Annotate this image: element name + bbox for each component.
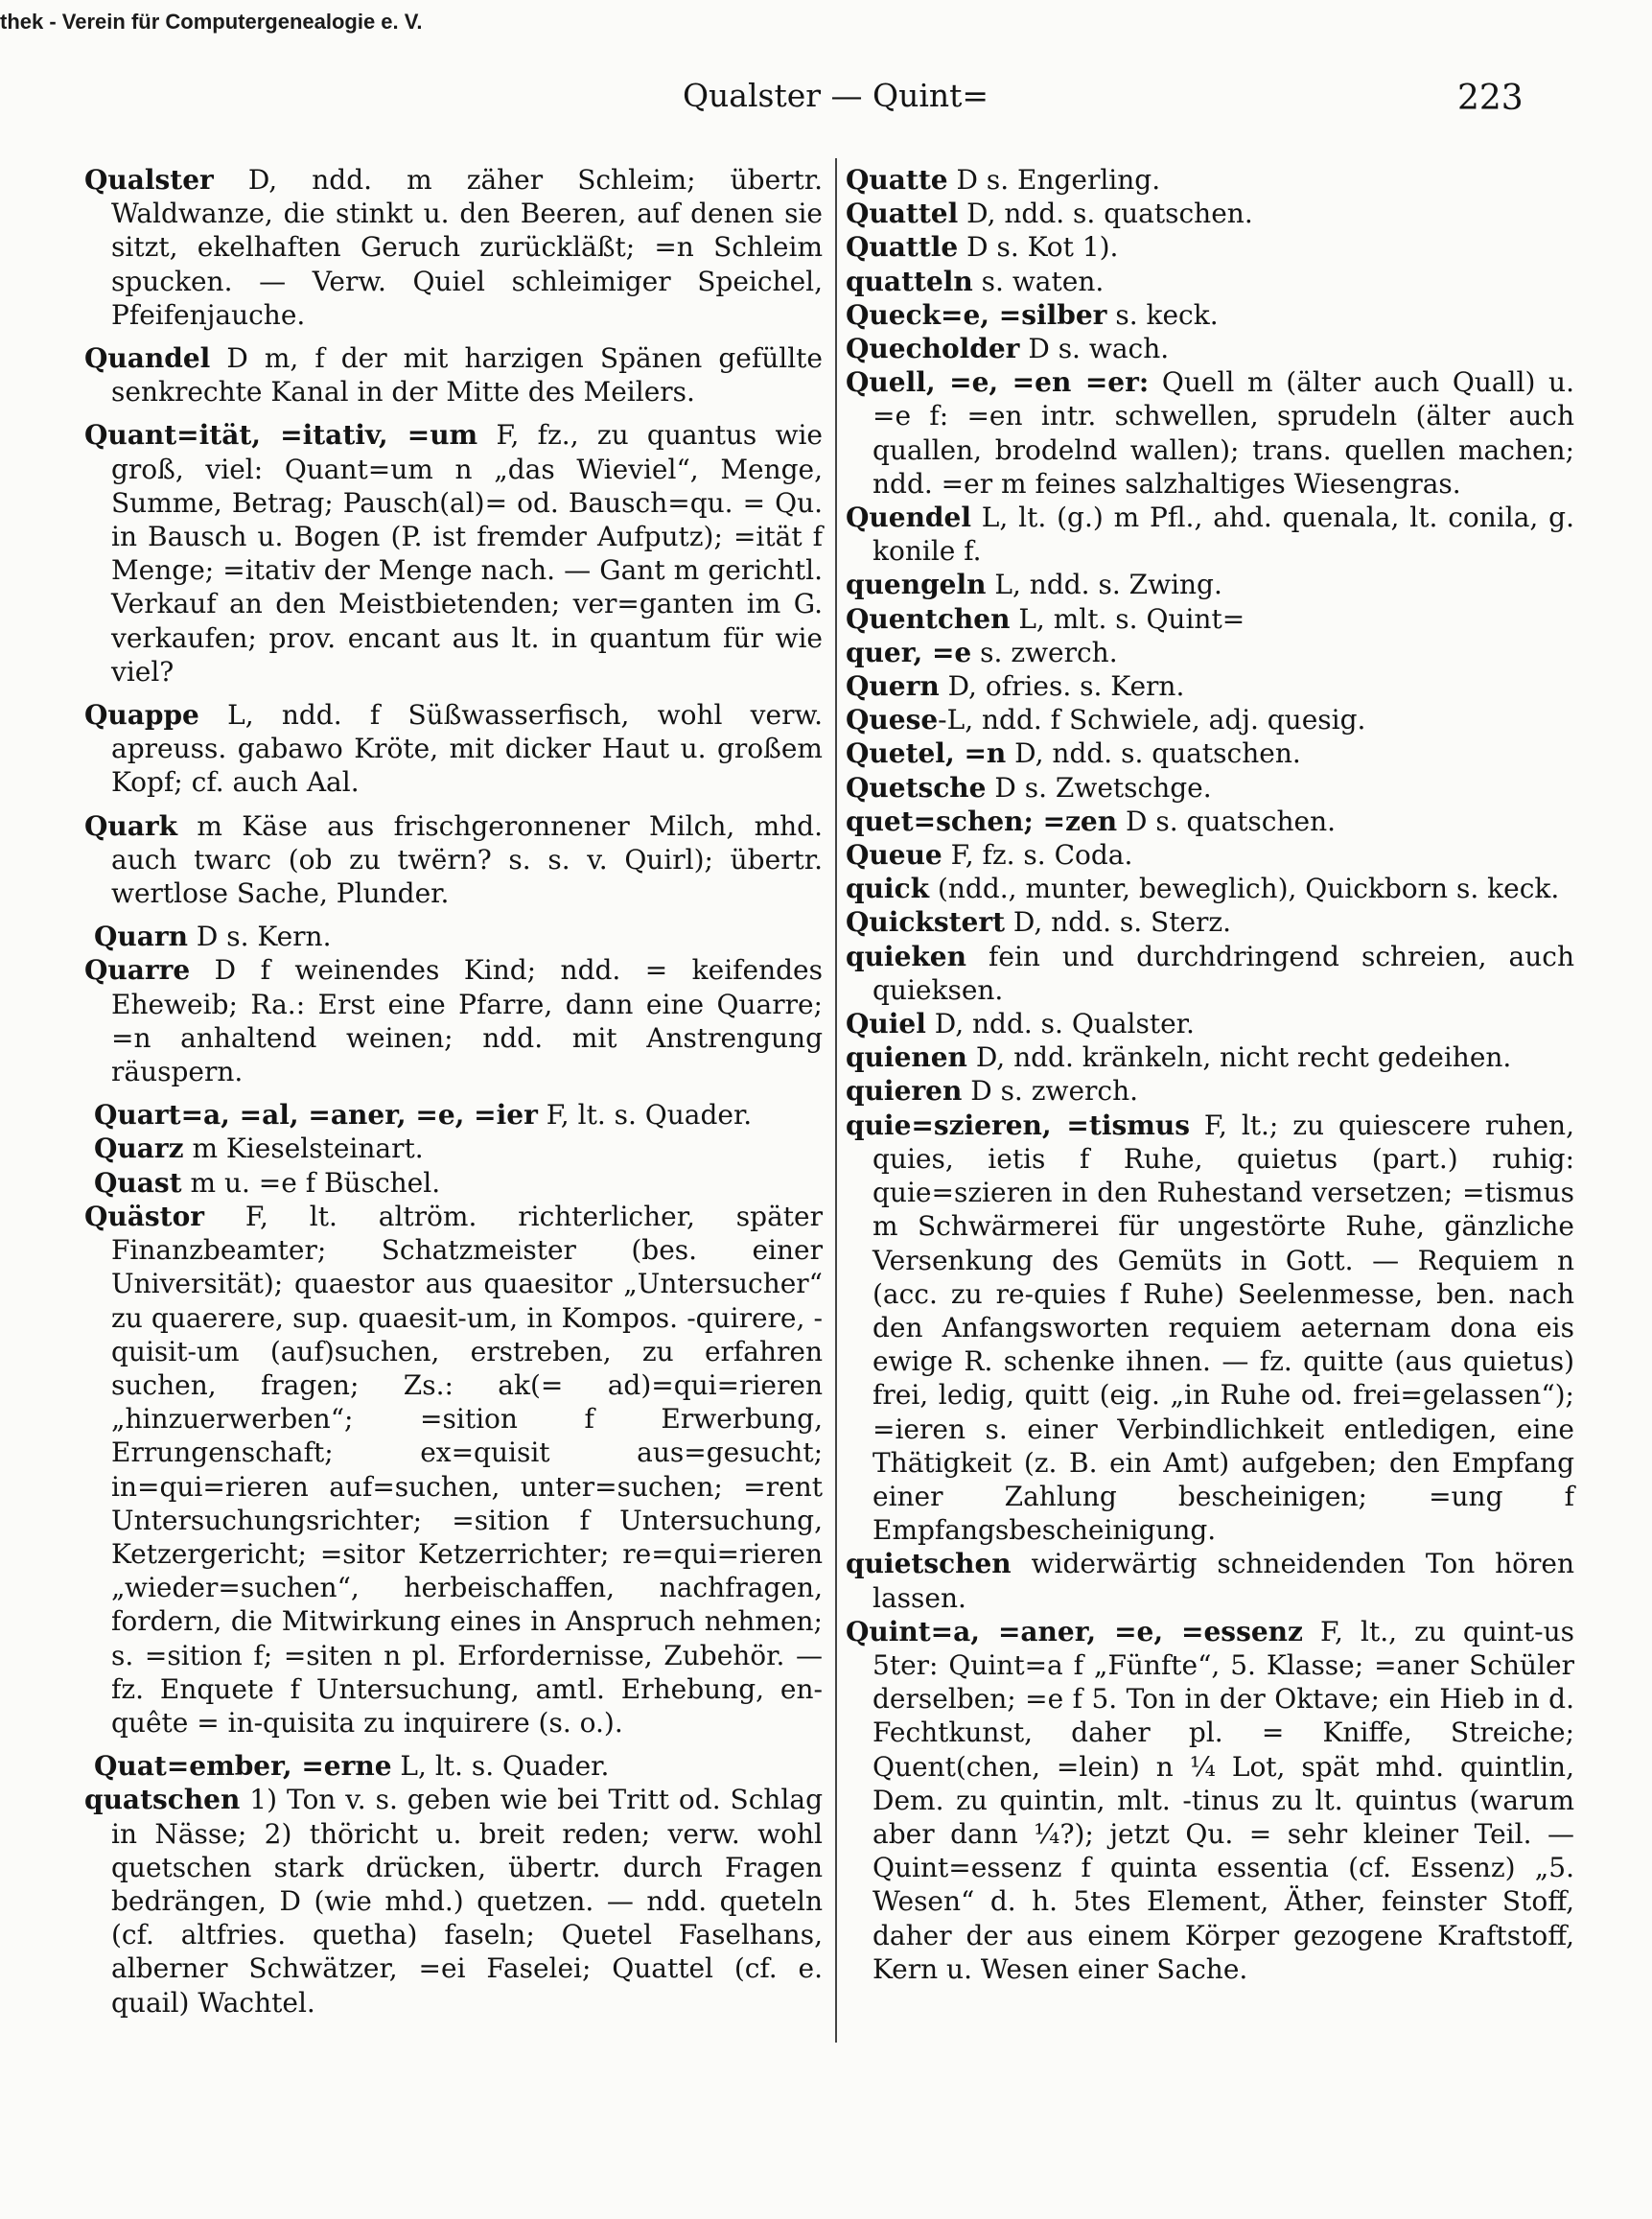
- entry-headword: Queue: [846, 839, 942, 872]
- entry-definition: F, lt.; zu quiescere ruhen, quies, ietis f Ruhe, quietus (part.) ruhig: quie=szieren in den Ruhestand versetzen; =tismus m Schwärmerei für ungestörte Ruhe, gänzliche Versenkung des Gemüts in Gott. — Requiem n (acc. zu re-quies f Ruhe) Seelenmesse, ben. nach den Anfangsworten requiem aeternam dona eis ewige R. schenke ihnen. — fz. quitte (aus quietus) frei, ledig, quitt (eig. „in Ruhe od. frei=gelassen“); =ieren s. einer Verbindlichkeit entledigen, eine Thätigkeit (z. B. ein Amt) aufgeben; den Empfang einer Zahlung bescheinigen; =ung f Empfangsbescheinigung.: [873, 1109, 1574, 1547]
- dictionary-entry: [84, 809, 823, 911]
- entry-definition: D s. Kern.: [188, 921, 332, 953]
- entry-headword: quieken: [846, 940, 966, 972]
- dictionary-entry: [846, 838, 1574, 872]
- dictionary-entry: [846, 230, 1574, 264]
- entry-definition: m Käse aus frischgeronnener Milch, mhd. auch twarc (ob zu twërn? s. s. v. Quirl); übertr. wertlose Sache, Plunder.: [111, 809, 823, 910]
- entry-headword: quatteln: [846, 265, 973, 297]
- entry-headword: Quart=a, =al, =aner, =e, =ier: [94, 1099, 538, 1132]
- dictionary-entry: [846, 332, 1574, 365]
- entry-definition: L, lt. (g.) m Pfl., ahd. quenala, lt. conila, g. konile f.: [873, 502, 1574, 568]
- dictionary-entry: [84, 1200, 823, 1740]
- entry-definition: s. waten.: [972, 265, 1105, 297]
- entry-definition: D s. quatschen.: [1117, 805, 1337, 837]
- entry-headword: Quese: [846, 704, 939, 736]
- entry-headword: Quecholder: [846, 333, 1020, 365]
- entry-headword: Quästor: [84, 1200, 205, 1232]
- entry-definition: D s. Engerling.: [947, 164, 1161, 196]
- dictionary-entry: [84, 1749, 823, 1783]
- entry-definition: L, ndd. f Süßwasserfisch, wohl verw. apreuss. gabawo Kröte, mit dicker Haut u. großem Kopf; cf. auch Aal.: [111, 699, 823, 799]
- dictionary-entry: [84, 698, 823, 800]
- entry-definition: F, lt. s. Quader.: [537, 1099, 753, 1132]
- entry-definition: D f weinendes Kind; ndd. = keifendes Eheweib; Ra.: Erst eine Pfarre, dann eine Quarre; =n anhaltend weinen; ndd. mit Anstrengung räuspern.: [111, 954, 823, 1088]
- dictionary-entry: [846, 940, 1574, 1007]
- entry-definition: D s. zwerch.: [962, 1075, 1139, 1108]
- entry-headword: quietschen: [846, 1548, 1012, 1580]
- dictionary-entry: [846, 1547, 1574, 1614]
- entry-headword: Quetsche: [846, 771, 987, 804]
- dictionary-entry: [846, 501, 1574, 568]
- dictionary-entry: [846, 568, 1574, 601]
- entry-definition: L, mlt. s. Quint=: [1010, 602, 1245, 635]
- dictionary-entry: [84, 418, 823, 689]
- entry-headword: Quarz: [94, 1133, 184, 1165]
- column-divider: [835, 158, 837, 2043]
- dictionary-entry: [84, 163, 823, 332]
- entry-definition: L, ndd. s. Zwing.: [986, 569, 1222, 601]
- dictionary-entry: [846, 197, 1574, 230]
- entry-headword: Quetel, =n: [846, 737, 1007, 770]
- dictionary-entry: [846, 265, 1574, 298]
- entry-headword: Quat=ember, =erne: [94, 1750, 392, 1783]
- watermark: thek - Verein für Computergenealogie e. V.: [0, 10, 423, 34]
- entry-headword: quer, =e: [846, 636, 972, 668]
- dictionary-entry: [84, 953, 823, 1088]
- dictionary-entry: [846, 1007, 1574, 1040]
- entry-headword: Quandel: [84, 342, 211, 375]
- dictionary-entry: [846, 636, 1574, 669]
- entry-headword: quie=szieren, =tismus: [846, 1109, 1190, 1141]
- entry-definition: L, lt. s. Quader.: [391, 1750, 610, 1783]
- entry-headword: Quickstert: [846, 906, 1006, 939]
- entry-headword: Quast: [94, 1166, 182, 1199]
- entry-definition: (ndd., munter, beweglich), Quickborn s. keck.: [929, 873, 1560, 905]
- entry-definition: m u. =e f Büschel.: [181, 1166, 441, 1199]
- entry-headword: Quatte: [846, 164, 948, 196]
- entry-headword: quieren: [846, 1075, 963, 1108]
- dictionary-entry: [84, 1132, 823, 1165]
- entry-headword: Quiel: [846, 1008, 926, 1040]
- entry-definition: -L, ndd. f Schwiele, adj. quesig.: [938, 704, 1366, 736]
- entry-definition: D, ndd. s. Qualster.: [925, 1008, 1195, 1040]
- entry-definition: D, ndd. s. quatschen.: [958, 198, 1253, 230]
- dictionary-entry: [846, 1109, 1574, 1548]
- dictionary-entry: [846, 602, 1574, 636]
- entry-definition: s. zwerch.: [971, 636, 1118, 668]
- entry-headword: Quendel: [846, 502, 971, 534]
- entry-headword: Quarre: [84, 954, 191, 987]
- entry-headword: Quattel: [846, 198, 959, 230]
- entry-headword: quengeln: [846, 569, 987, 601]
- dictionary-entry: [846, 771, 1574, 805]
- dictionary-entry: [84, 1166, 823, 1200]
- dictionary-entry: [84, 1098, 823, 1132]
- entry-definition: D, ndd. m zäher Schleim; übertr. Waldwanze, die stinkt u. den Beeren, auf denen sie sitzt, ekelhaften Geruch zurückläßt; =n Schleim spucken. — Verw. Quiel schleimiger Speichel, Pfeifenjauche.: [111, 164, 823, 331]
- entry-definition: F, fz. s. Coda.: [942, 839, 1133, 872]
- entry-headword: Quark: [84, 809, 178, 842]
- entry-headword: Quappe: [84, 699, 199, 732]
- entry-headword: Quell, =e, =en =er:: [846, 366, 1150, 399]
- entry-definition: D s. Kot 1).: [958, 231, 1119, 264]
- entry-headword: Quattle: [846, 231, 959, 264]
- entry-definition: D s. Zwetschge.: [986, 771, 1212, 804]
- dictionary-entry: [846, 365, 1574, 501]
- left-column: [84, 163, 823, 2029]
- entry-headword: Queck=e, =silber: [846, 298, 1107, 331]
- entry-definition: D, ndd. s. quatschen.: [1006, 737, 1301, 770]
- dictionary-entry: [846, 736, 1574, 770]
- dictionary-entry: [84, 920, 823, 953]
- entry-definition: 1) Ton v. s. geben wie bei Tritt od. Schlag in Nässe; 2) thöricht u. breit reden; verw. wohl quetschen stark drücken, übertr. durch Fragen bedrängen, D (wie mhd.) quetzen. — ndd. queteln (cf. altfries. quetha) faseln; Quetel Faselhans, alberner Schwätzer, =ei Faselei; Quattel (cf. e. quail) Wachtel.: [111, 1784, 823, 2019]
- dictionary-entry: [846, 703, 1574, 736]
- entry-headword: Quentchen: [846, 602, 1011, 635]
- dictionary-entry: [846, 805, 1574, 838]
- dictionary-entry: [846, 669, 1574, 703]
- entry-headword: Quern: [846, 670, 940, 703]
- entry-headword: Quint=a, =aner, =e, =essenz: [846, 1615, 1303, 1647]
- dictionary-entry: [846, 1040, 1574, 1074]
- entry-definition: D, ndd. s. Sterz.: [1005, 906, 1232, 939]
- dictionary-entry: [846, 163, 1574, 197]
- entry-definition: Quell m (älter auch Quall) u. =e f: =en intr. schwellen, sprudeln (älter auch quallen, brodelnd wallen); trans. quellen machen; ndd. =er m feines salzhaltiges Wiesengras.: [873, 366, 1574, 500]
- entry-definition: F, lt., zu quint-us 5ter: Quint=a f „Fünfte“, 5. Klasse; =aner Schüler derselben; =e f 5. Ton in der Oktave; ein Hieb in d. Fechtkunst, daher pl. = Kniffe, Streiche; Quent(chen, =lein) n ¼ Lot, spät mhd. quintlin, Dem. zu quintin, mlt. -tinus zu lt. quintus (warum aber dann ¼?); jetzt Qu. = sehr kleiner Teil. — Quint=essenz f quinta essentia (cf. Essenz) „5. Wesen“ d. h. 5tes Element, Äther, feinster Stoff, daher der aus einem Körper gezogene Kraftstoff, Kern u. Wesen einer Sache.: [873, 1615, 1574, 1985]
- dictionary-entry: [846, 1074, 1574, 1108]
- dictionary-entry: [846, 298, 1574, 332]
- entry-definition: D, ofries. s. Kern.: [939, 670, 1185, 703]
- entry-definition: m Kieselsteinart.: [183, 1133, 424, 1165]
- entry-definition: F, lt. altröm. richterlicher, später Finanzbeamter; Schatzmeister (bes. einer Universität); quaestor aus quaesitor „Untersucher“ zu quaerere, sup. quaesit-um, in Kompos. -quirere, -quisit-um (auf)suchen, erstreben, zu erfahren suchen, fragen; Zs.: ak(= ad)=qui=rieren „hinzuerwerben“; =sition f Erwerbung, Errungenschaft; ex=quisit aus=gesucht; in=qui=rieren auf=suchen, unter=suchen; =rent Untersuchungsrichter; =sition f Untersuchung, Ketzergericht; =sitor Ketzerrichter; re=qui=rieren „wieder=suchen“, herbeischaffen, nachfragen, fordern, die Mitwirkung eines in Anspruch nehmen; s. =sition f; =siten n pl. Erfordernisse, Zubehör. — fz. Enquete f Untersuchung, amtl. Erhebung, en-quête = in-quisita zu inquirere (s. o.).: [111, 1200, 823, 1739]
- dictionary-entry: [846, 872, 1574, 905]
- entry-headword: quick: [846, 873, 930, 905]
- dictionary-entry: [84, 1783, 823, 2019]
- entry-headword: quatschen: [84, 1784, 241, 1816]
- entry-headword: Qualster: [84, 164, 214, 196]
- entry-definition: D s. wach.: [1019, 333, 1170, 365]
- dictionary-entry: [846, 905, 1574, 939]
- running-head: Qualster — Quint=: [683, 77, 989, 114]
- page-number: 223: [1457, 79, 1524, 118]
- entry-definition: D, ndd. kränkeln, nicht recht gedeihen.: [966, 1041, 1512, 1074]
- entry-definition: widerwärtig schneidenden Ton hören lassen.: [873, 1548, 1574, 1614]
- dictionary-entry: [84, 341, 823, 409]
- entry-headword: quienen: [846, 1041, 967, 1074]
- entry-headword: Quarn: [94, 921, 188, 953]
- entry-definition: F, fz., zu quantus wie groß, viel: Quant=um n „das Wieviel“, Menge, Summe, Betrag; Pausch(al)= od. Bausch=qu. = Qu. in Bausch u. Bogen (P. ist fremder Aufputz); =ität f Menge; =itativ der Menge nach. — Gant m gerichtl. Verkauf an den Meistbietenden; ver=ganten im G. verkaufen; prov. encant aus lt. in quantum für wie viel?: [111, 419, 823, 688]
- dictionary-entry: [846, 1615, 1574, 1986]
- right-column: [846, 163, 1574, 1986]
- entry-definition: fein und durchdringend schreien, auch quieksen.: [873, 940, 1574, 1006]
- entry-headword: Quant=ität, =itativ, =um: [84, 419, 478, 452]
- entry-definition: s. keck.: [1106, 298, 1219, 331]
- entry-headword: quet=schen; =zen: [846, 805, 1118, 837]
- entry-definition: D m, f der mit harzigen Spänen gefüllte senkrechte Kanal in der Mitte des Meilers.: [111, 342, 823, 409]
